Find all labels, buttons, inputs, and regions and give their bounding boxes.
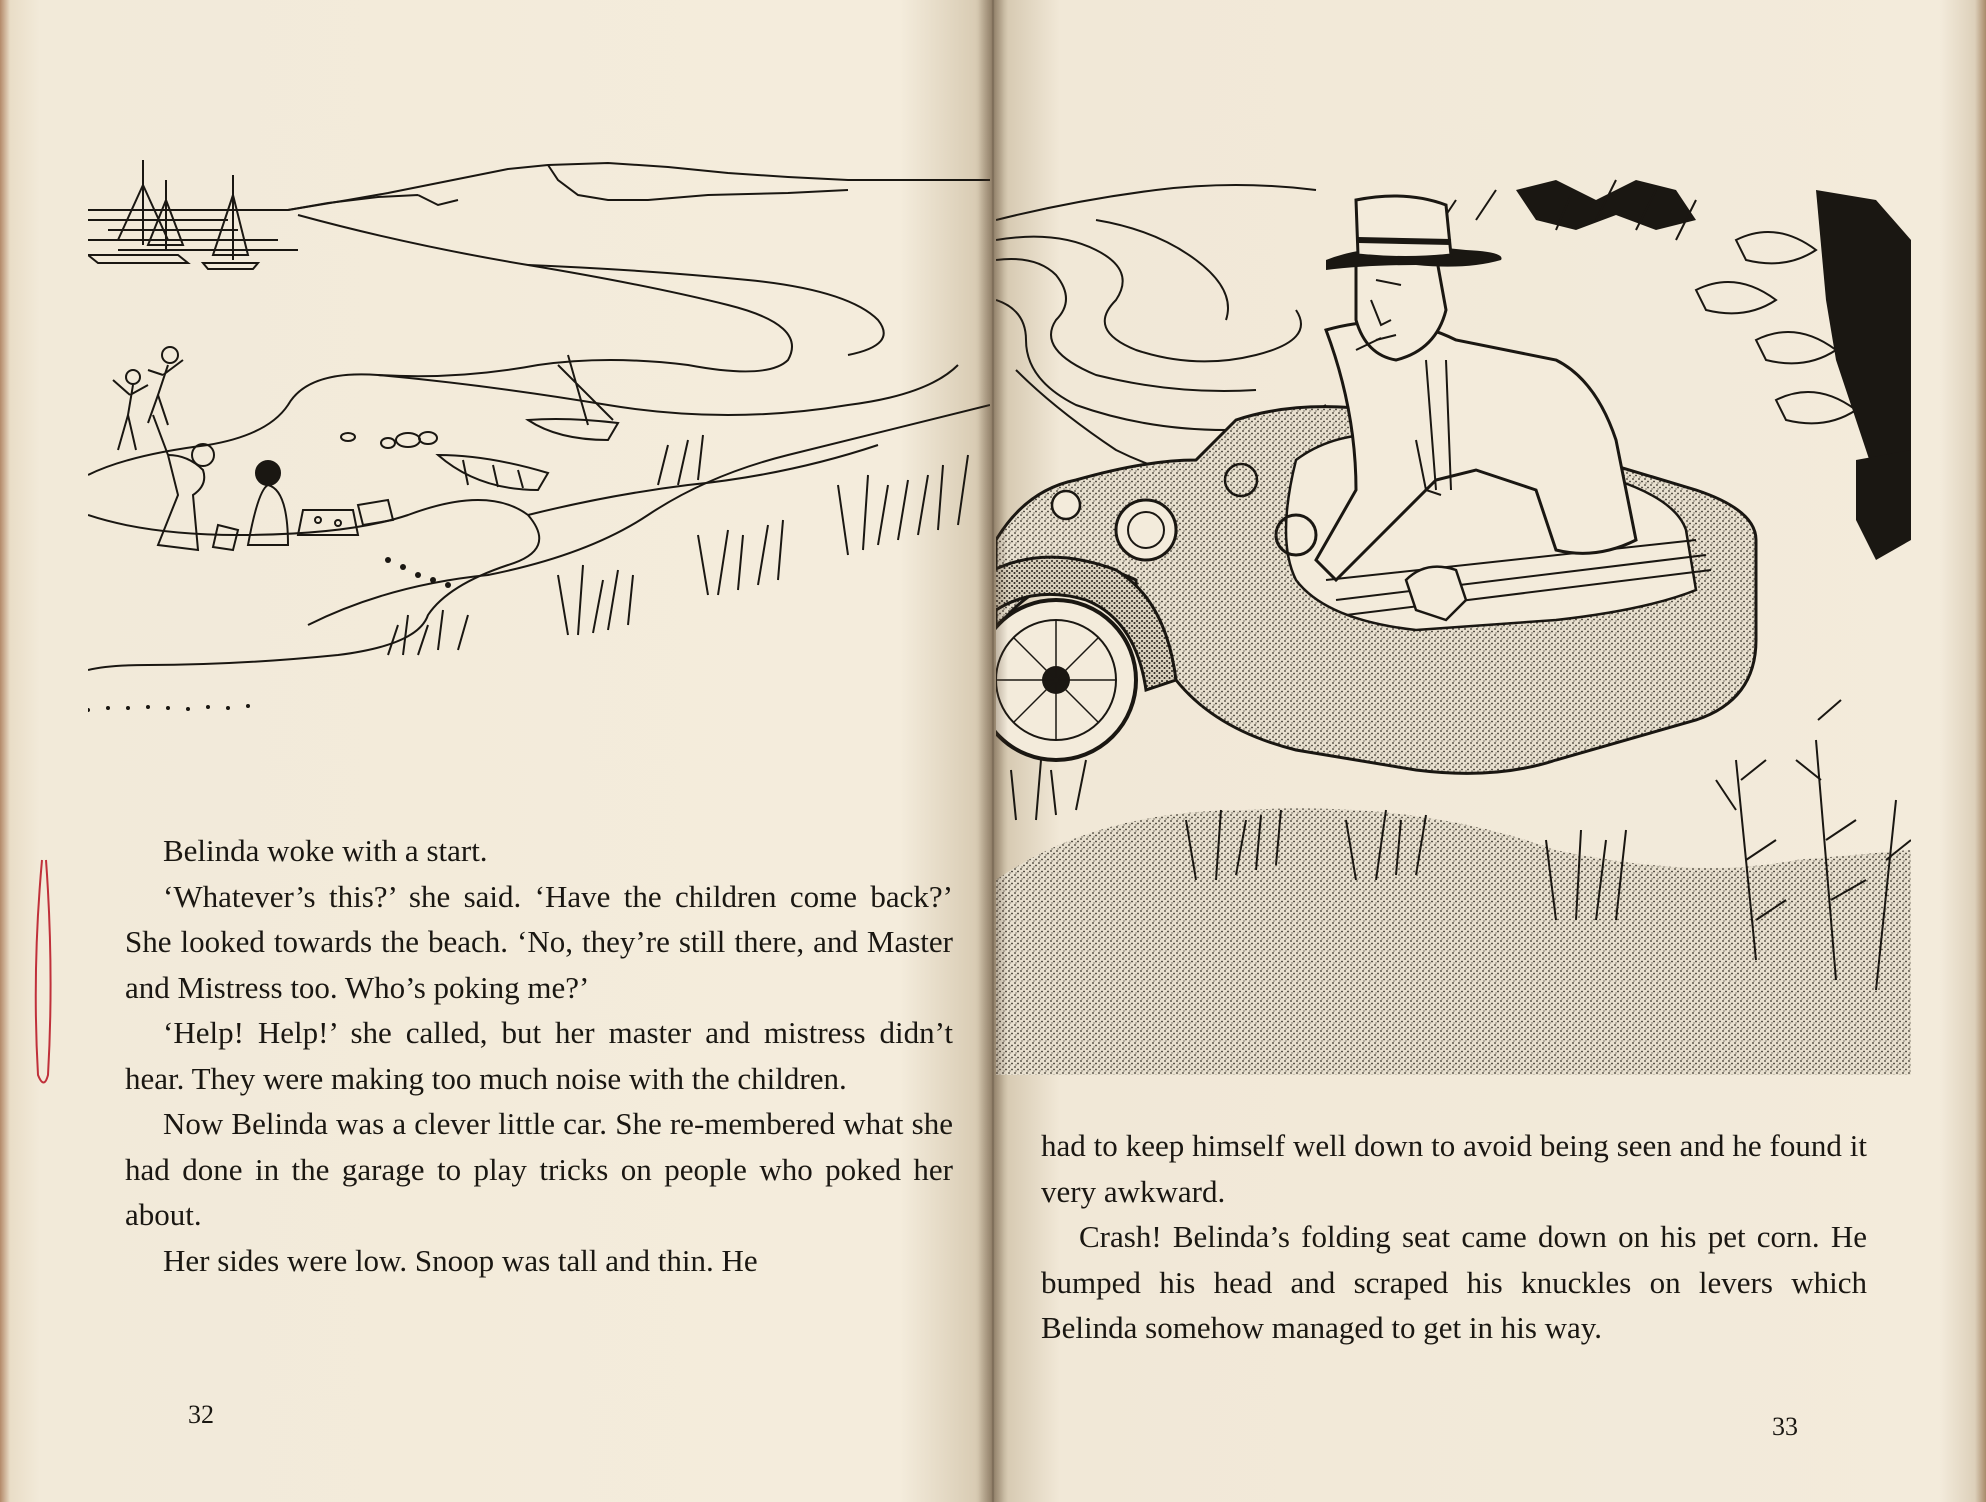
paragraph: ‘Whatever’s this?’ she said. ‘Have the children come back?’ She looked towards the beach. ‘No, they’re still there, and Master and Mistress too. Who’s poking me?’ <box>125 878 953 1005</box>
paragraph: Crash! Belinda’s folding seat came down on his pet corn. He bumped his head and scraped his knuckles on levers which Belinda somehow managed to get in his way. <box>1041 1219 1867 1345</box>
car-illustration <box>996 160 1911 1075</box>
paragraph: had to keep himself well down to avoid being seen and he found it very awkward. <box>1041 1128 1867 1209</box>
page-number-right: 33 <box>1772 1412 1798 1441</box>
beach-illustration <box>88 155 990 715</box>
page-number-left: 32 <box>188 1400 214 1429</box>
left-page-text <box>125 828 953 1283</box>
red-margin-mark <box>28 850 58 1090</box>
right-page-text <box>1041 1123 1867 1351</box>
right-page <box>996 0 1986 1502</box>
paragraph: Her sides were low. Snoop was tall and thin. He <box>163 1242 758 1278</box>
left-page <box>0 0 990 1502</box>
paragraph: ‘Help! Help!’ she called, but her master and mistress didn’t hear. They were making too much noise with the children. <box>125 1015 953 1096</box>
paragraph: Now Belinda was a clever little car. She re-membered what she had done in the garage to play tricks on people who poked her about. <box>125 1106 953 1232</box>
book-gutter <box>978 0 1008 1502</box>
paragraph: Belinda woke with a start. <box>163 833 488 868</box>
